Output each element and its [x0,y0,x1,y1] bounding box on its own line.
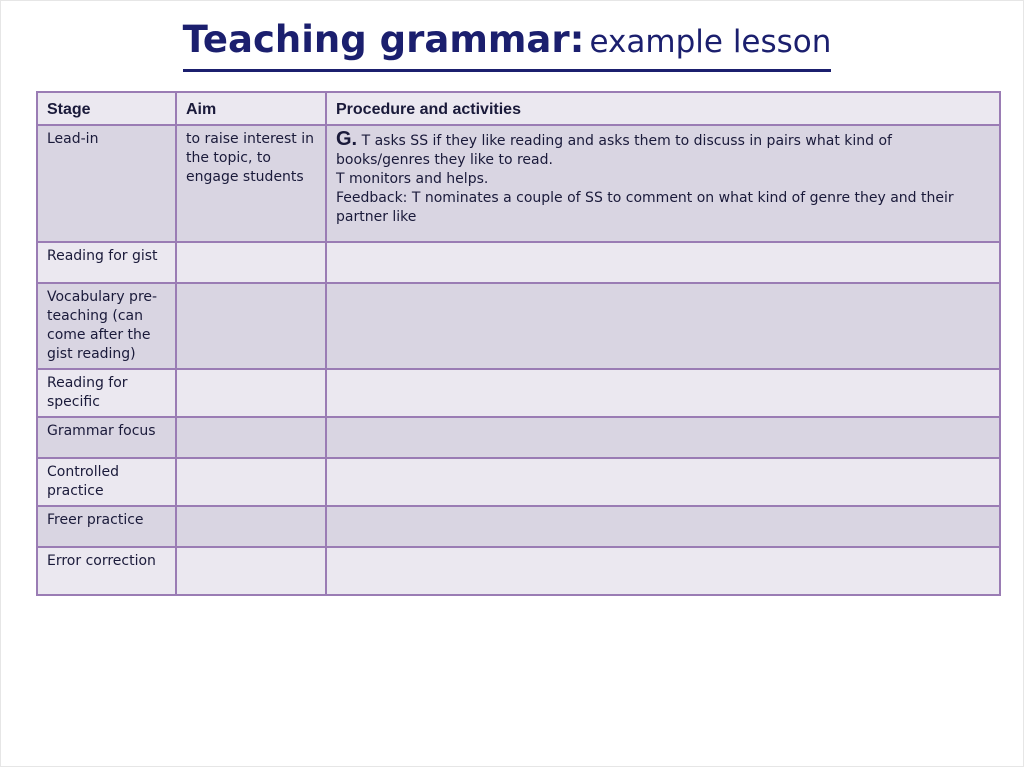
aim-cell [176,369,326,417]
table-row [37,125,1000,242]
procedure-cell [326,417,1000,458]
header-aim: Aim [176,92,326,125]
table-header-row [37,92,1000,125]
procedure-cell [326,125,1000,242]
procedure-line: T monitors and helps. [336,171,489,187]
procedure-line: T asks SS if they like reading and asks them to discuss in pairs what kind of books/genres they like to read. [336,133,892,168]
lesson-plan-table [36,91,1001,596]
slide-title [0,18,1024,72]
procedure-cell [326,242,1000,283]
table-row [37,458,1000,506]
stage-cell: Vocabulary pre-teaching (can come after the gist reading) [37,283,176,369]
table-row [37,369,1000,417]
stage-cell: Reading for gist [37,242,176,283]
procedure-cell [326,369,1000,417]
aim-cell: to raise interest in the topic, to engage students [176,125,326,242]
procedure-line: Feedback: T nominates a couple of SS to comment on what kind of genre they and their partner like [336,190,954,225]
aim-cell [176,417,326,458]
procedure-cell [326,547,1000,595]
aim-cell [176,506,326,547]
table-row [37,242,1000,283]
procedure-lead-letter: G. [336,128,358,150]
aim-cell [176,283,326,369]
aim-cell [176,547,326,595]
stage-cell: Error correction [37,547,176,595]
table-row [37,417,1000,458]
stage-cell: Reading for specific [37,369,176,417]
title-bold-part: Teaching grammar: [182,18,585,61]
table-row [37,283,1000,369]
aim-cell [176,458,326,506]
stage-cell: Lead-in [37,125,176,242]
header-stage: Stage [37,92,176,125]
table-row [37,506,1000,547]
aim-cell [176,242,326,283]
slide-title-underlined [183,18,832,72]
header-procedure: Procedure and activities [326,92,1000,125]
stage-cell: Grammar focus [37,417,176,458]
title-light-part: example lesson [589,24,832,60]
stage-cell: Controlled practice [37,458,176,506]
table-row [37,547,1000,595]
procedure-cell [326,283,1000,369]
procedure-cell [326,458,1000,506]
stage-cell: Freer practice [37,506,176,547]
procedure-cell [326,506,1000,547]
